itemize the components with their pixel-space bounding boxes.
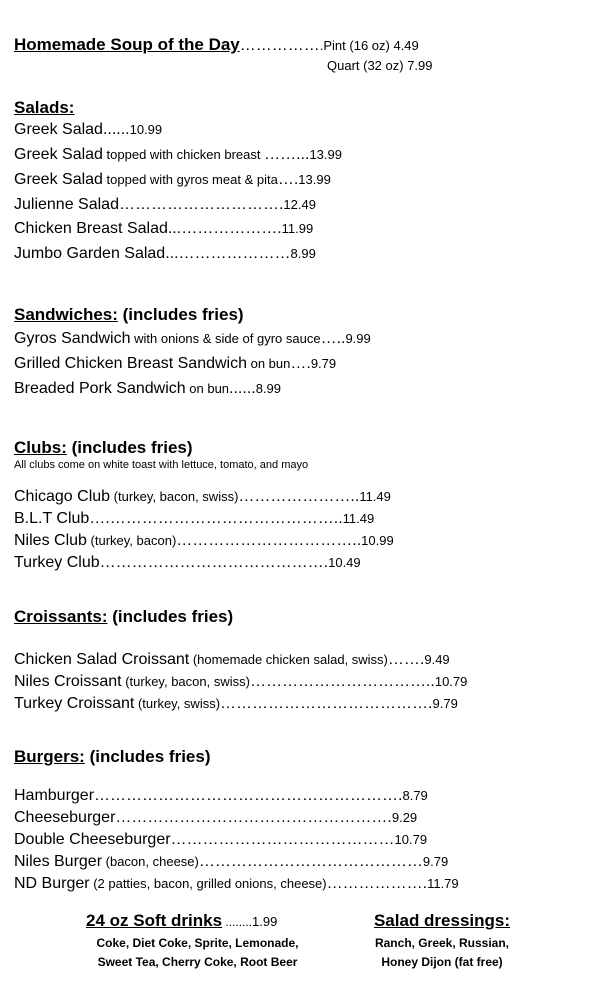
menu-item-row: [14, 488, 391, 506]
menu-item-description: (bacon, cheese): [102, 854, 199, 869]
menu-item-name: Niles Burger: [14, 853, 103, 870]
menu-item-dots: …….: [387, 651, 425, 668]
menu-item-dots: ......: [229, 380, 256, 397]
menu-item-row: [14, 809, 417, 827]
menu-item-row: [14, 146, 342, 164]
menu-item-dots: ...……………….: [167, 220, 282, 237]
menu-item-name: Chicken Salad Croissant: [14, 651, 190, 668]
menu-item-description: with onions & side of gyro sauce: [130, 331, 321, 346]
menu-item-name: Double Cheeseburger: [14, 831, 171, 848]
menu-item-dots: …………………………………….: [99, 554, 329, 571]
menu-item-row: [14, 695, 458, 713]
menu-item-name: Gyros Sandwich: [14, 330, 131, 347]
drinks-heading: 24 oz Soft drinks: [86, 911, 223, 930]
burgers-heading-note: (includes fries): [84, 747, 211, 766]
dressings-heading: Salad dressings:: [373, 911, 511, 930]
menu-item-description: (turkey, bacon): [86, 533, 177, 548]
menu-item-dots: ……………….: [326, 875, 428, 892]
menu-item-price: 11.49: [359, 489, 391, 504]
burgers-heading-label: Burgers:: [14, 747, 85, 766]
menu-item-name: Turkey Club: [14, 554, 100, 571]
menu-item-name: Niles Croissant: [14, 673, 122, 690]
soup-dots: ……………: [239, 37, 320, 54]
menu-item-description: (turkey, bacon, swiss): [121, 674, 250, 689]
menu-item-price: 9.79: [432, 696, 458, 711]
menu-item-name: Greek Salad: [14, 121, 103, 138]
menu-item-price: 11.79: [427, 876, 459, 891]
menu-item-price: 9.79: [422, 854, 449, 869]
menu-item-price: 13.99: [298, 172, 331, 187]
menu-item-description: (2 patties, bacon, grilled onions, cheese): [89, 876, 327, 891]
menu-item-name: Hamburger: [14, 787, 95, 804]
menu-item-price: 10.79: [434, 674, 468, 689]
menu-item-row: [14, 853, 448, 871]
menu-item-dots: ….: [290, 355, 311, 372]
soup-quart-price: Quart (32 oz) 7.99: [327, 58, 433, 73]
menu-item-price: 9.79: [310, 356, 337, 371]
menu-item-row: [14, 831, 427, 849]
croissants-heading-note: (includes fries): [107, 607, 234, 626]
menu-item-name: Greek Salad: [14, 146, 103, 163]
sandwiches-heading-label: Sandwiches:: [14, 305, 118, 324]
menu-item-price: 10.79: [394, 832, 428, 847]
menu-item-row: [14, 171, 331, 189]
menu-item-description: (turkey, swiss): [134, 696, 221, 711]
menu-item-price: 8.79: [402, 788, 428, 803]
menu-item-name: B.L.T Club: [14, 510, 90, 527]
menu-item-name: Cheeseburger: [14, 809, 116, 826]
menu-item-dots: ……………………………………: [198, 853, 423, 870]
menu-item-row: [14, 673, 467, 691]
menu-item-row: [14, 651, 450, 669]
menu-item-dots: ………………………………………………….: [94, 787, 403, 804]
clubs-heading-note: (includes fries): [66, 438, 193, 457]
menu-item-dots: …..: [320, 330, 346, 347]
menu-item-row: [14, 220, 313, 238]
menu-item-price: 13.99: [309, 147, 342, 162]
menu-item-description: (turkey, bacon, swiss): [110, 489, 239, 504]
menu-item-name: Julienne Salad: [14, 196, 119, 213]
menu-item-price: 9.29: [391, 810, 418, 825]
menu-item-name: Turkey Croissant: [14, 695, 135, 712]
menu-item-price: 10.99: [129, 122, 163, 137]
dressings-line1: Ranch, Greek, Russian,: [374, 936, 510, 950]
menu-item-price: 10.99: [361, 533, 394, 548]
menu-item-price: 10.49: [328, 555, 361, 570]
menu-item-dots: ….: [277, 171, 299, 188]
menu-item-price: 11.99: [281, 221, 314, 236]
menu-item-name: Niles Club: [14, 532, 87, 549]
menu-item-dots: ……………………………..: [176, 532, 362, 549]
menu-item-row: [14, 787, 428, 805]
soup-heading: Homemade Soup of the Day: [14, 35, 240, 54]
clubs-heading: [14, 438, 193, 458]
drinks-heading-line: [86, 911, 277, 931]
menu-item-dots: ……………………………………: [170, 831, 395, 848]
menu-item-row: [14, 875, 459, 893]
menu-item-price: 11.49: [342, 511, 375, 526]
menu-item-name: Breaded Pork Sandwich: [14, 380, 186, 397]
soup-pint-price: .Pint (16 oz) 4.49: [319, 38, 419, 53]
menu-item-dots: …………………..: [238, 488, 360, 505]
drinks-price: 1.99: [252, 914, 278, 929]
burgers-heading: [14, 747, 211, 767]
croissants-heading: [14, 607, 233, 627]
menu-item-dots: ….……………………………………..: [89, 510, 343, 527]
menu-item-row: [14, 355, 336, 373]
menu-item-dots: …………………………………………….: [115, 809, 392, 826]
menu-item-row: [14, 532, 394, 550]
menu-item-dots: ...…………………: [165, 245, 291, 262]
clubs-subnote: All clubs come on white toast with lettuce, tomato, and mayo: [14, 459, 309, 471]
menu-item-dots: ………………………………….: [220, 695, 433, 712]
drinks-list-line2: Sweet Tea, Cherry Coke, Root Beer: [97, 955, 298, 969]
menu-item-name: ND Burger: [14, 875, 90, 892]
menu-item-name: Chicago Club: [14, 488, 111, 505]
menu-item-row: [14, 554, 361, 572]
menu-item-name: Chicken Breast Salad: [14, 220, 168, 237]
menu-item-row: [14, 380, 281, 398]
menu-item-row: [14, 245, 316, 263]
menu-item-row: [14, 510, 374, 528]
sandwiches-heading: [14, 305, 244, 325]
drinks-list-line1: Coke, Diet Coke, Sprite, Lemonade,: [96, 936, 299, 950]
menu-item-price: 8.99: [290, 246, 316, 261]
menu-item-price: 12.49: [283, 197, 316, 212]
soup-line: [14, 35, 419, 55]
menu-item-row: [14, 196, 316, 214]
menu-item-name: Grilled Chicken Breast Sandwich: [14, 355, 247, 372]
menu-item-description: (homemade chicken salad, swiss): [189, 652, 388, 667]
menu-item-price: 9.99: [345, 331, 371, 346]
menu-item-description: topped with gyros meat & pita: [102, 172, 278, 187]
menu-item-description: topped with chicken breast: [102, 147, 265, 162]
drinks-dots: ........: [222, 915, 253, 929]
menu-item-description: on bun: [185, 381, 230, 396]
menu-item-dots: ……………………………..: [249, 673, 435, 690]
menu-item-row: [14, 121, 162, 139]
dressings-line2: Honey Dijon (fat free): [381, 955, 503, 969]
menu-item-dots: ......: [102, 121, 130, 138]
menu-item-dots: ……...: [264, 146, 310, 163]
sandwiches-heading-note: (includes fries): [117, 305, 244, 324]
croissants-heading-label: Croissants:: [14, 607, 108, 626]
menu-item-row: [14, 330, 371, 348]
menu-item-dots: ………………………….: [118, 196, 284, 213]
menu-item-description: on bun: [247, 356, 291, 371]
menu-item-name: Greek Salad: [14, 171, 103, 188]
clubs-heading-label: Clubs:: [14, 438, 67, 457]
menu-item-name: Jumbo Garden Salad: [14, 245, 166, 262]
salads-heading: Salads:: [14, 98, 75, 117]
menu-item-price: 9.49: [424, 652, 450, 667]
menu-item-price: 8.99: [255, 381, 282, 396]
